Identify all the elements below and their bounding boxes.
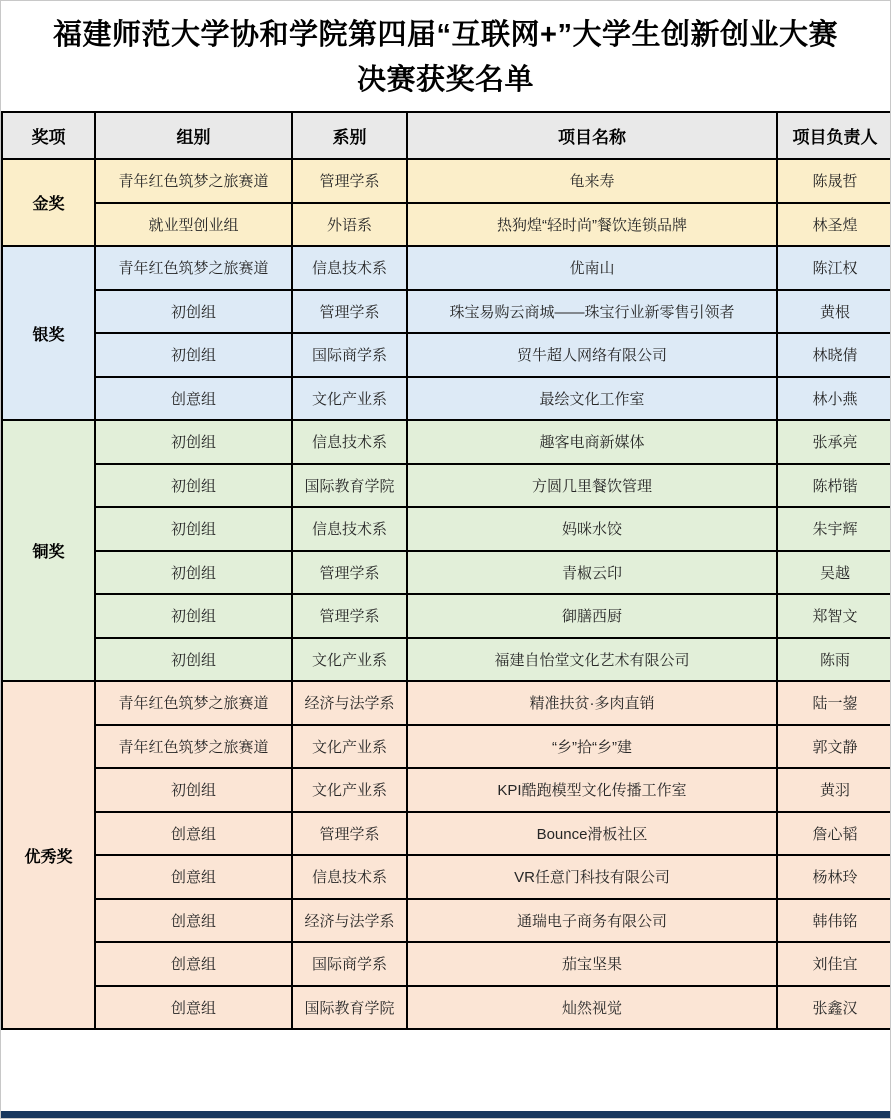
table-row xyxy=(2,159,891,203)
department-cell: 国际教育学院 xyxy=(292,986,407,1030)
department-cell: 信息技术系 xyxy=(292,855,407,899)
department-cell: 经济与法学系 xyxy=(292,681,407,725)
project-cell: 通瑞电子商务有限公司 xyxy=(407,899,777,943)
project-cell: 热狗煌“轻时尚”餐饮连锁品牌 xyxy=(407,203,777,247)
award-table-body xyxy=(2,159,891,1029)
project-cell: 妈咪水饺 xyxy=(407,507,777,551)
leader-cell: 陈江权 xyxy=(777,246,891,290)
group-cell: 青年红色筑梦之旅赛道 xyxy=(95,681,292,725)
group-cell: 初创组 xyxy=(95,638,292,682)
department-cell: 国际商学系 xyxy=(292,333,407,377)
leader-cell: 陈晟哲 xyxy=(777,159,891,203)
department-cell: 文化产业系 xyxy=(292,725,407,769)
page-title xyxy=(1,1,890,111)
project-cell: 优南山 xyxy=(407,246,777,290)
group-cell: 创意组 xyxy=(95,942,292,986)
project-cell: 青椒云印 xyxy=(407,551,777,595)
leader-cell: 张承亮 xyxy=(777,420,891,464)
project-cell: 福建自怡堂文化艺术有限公司 xyxy=(407,638,777,682)
department-cell: 文化产业系 xyxy=(292,638,407,682)
leader-cell: 吴越 xyxy=(777,551,891,595)
award-table xyxy=(1,111,891,1030)
leader-cell: 朱宇辉 xyxy=(777,507,891,551)
leader-cell: 陈栉锴 xyxy=(777,464,891,508)
table-row xyxy=(2,812,891,856)
table-row xyxy=(2,855,891,899)
table-row xyxy=(2,203,891,247)
page-title-line1: 福建师范大学协和学院第四届“互联网+”大学生创新创业大赛 xyxy=(53,19,838,51)
department-cell: 管理学系 xyxy=(292,594,407,638)
award-cell: 铜奖 xyxy=(2,420,95,681)
leader-cell: 林小燕 xyxy=(777,377,891,421)
award-cell: 银奖 xyxy=(2,246,95,420)
group-cell: 创意组 xyxy=(95,986,292,1030)
project-cell: 灿然视觉 xyxy=(407,986,777,1030)
award-cell: 优秀奖 xyxy=(2,681,95,1029)
table-row xyxy=(2,986,891,1030)
project-cell: “乡”拾“乡”建 xyxy=(407,725,777,769)
department-cell: 文化产业系 xyxy=(292,377,407,421)
group-cell: 初创组 xyxy=(95,594,292,638)
department-cell: 国际商学系 xyxy=(292,942,407,986)
department-cell: 管理学系 xyxy=(292,290,407,334)
leader-cell: 詹心韬 xyxy=(777,812,891,856)
group-cell: 创意组 xyxy=(95,899,292,943)
group-cell: 初创组 xyxy=(95,551,292,595)
project-cell: 珠宝易购云商城——珠宝行业新零售引领者 xyxy=(407,290,777,334)
project-cell: 贸牛超人网络有限公司 xyxy=(407,333,777,377)
project-cell: VR任意门科技有限公司 xyxy=(407,855,777,899)
project-cell: 龟来寿 xyxy=(407,159,777,203)
column-header: 项目负责人 xyxy=(777,112,891,159)
leader-cell: 陈雨 xyxy=(777,638,891,682)
header-row xyxy=(2,112,891,159)
project-cell: KPI酷跑模型文化传播工作室 xyxy=(407,768,777,812)
table-row xyxy=(2,594,891,638)
leader-cell: 郭文静 xyxy=(777,725,891,769)
department-cell: 管理学系 xyxy=(292,812,407,856)
column-header: 奖项 xyxy=(2,112,95,159)
leader-cell: 林晓倩 xyxy=(777,333,891,377)
group-cell: 初创组 xyxy=(95,507,292,551)
table-row xyxy=(2,507,891,551)
project-cell: 精准扶贫·多肉直销 xyxy=(407,681,777,725)
group-cell: 初创组 xyxy=(95,333,292,377)
table-row xyxy=(2,899,891,943)
project-cell: 方圆几里餐饮管理 xyxy=(407,464,777,508)
group-cell: 青年红色筑梦之旅赛道 xyxy=(95,246,292,290)
award-cell: 金奖 xyxy=(2,159,95,246)
project-cell: 御膳西厨 xyxy=(407,594,777,638)
table-row xyxy=(2,333,891,377)
table-row xyxy=(2,464,891,508)
project-cell: Bounce滑板社区 xyxy=(407,812,777,856)
leader-cell: 黄根 xyxy=(777,290,891,334)
leader-cell: 刘佳宜 xyxy=(777,942,891,986)
column-header: 系别 xyxy=(292,112,407,159)
leader-cell: 张鑫汉 xyxy=(777,986,891,1030)
table-row xyxy=(2,551,891,595)
column-header: 项目名称 xyxy=(407,112,777,159)
department-cell: 国际教育学院 xyxy=(292,464,407,508)
table-row xyxy=(2,420,891,464)
department-cell: 信息技术系 xyxy=(292,507,407,551)
leader-cell: 韩伟铭 xyxy=(777,899,891,943)
column-header: 组别 xyxy=(95,112,292,159)
leader-cell: 黄羽 xyxy=(777,768,891,812)
group-cell: 创意组 xyxy=(95,377,292,421)
leader-cell: 林圣煌 xyxy=(777,203,891,247)
department-cell: 信息技术系 xyxy=(292,246,407,290)
group-cell: 初创组 xyxy=(95,464,292,508)
group-cell: 初创组 xyxy=(95,290,292,334)
project-cell: 最绘文化工作室 xyxy=(407,377,777,421)
group-cell: 初创组 xyxy=(95,420,292,464)
project-cell: 茄宝坚果 xyxy=(407,942,777,986)
department-cell: 信息技术系 xyxy=(292,420,407,464)
department-cell: 经济与法学系 xyxy=(292,899,407,943)
table-row xyxy=(2,246,891,290)
department-cell: 管理学系 xyxy=(292,551,407,595)
group-cell: 青年红色筑梦之旅赛道 xyxy=(95,725,292,769)
group-cell: 就业型创业组 xyxy=(95,203,292,247)
table-row xyxy=(2,768,891,812)
table-row xyxy=(2,638,891,682)
group-cell: 创意组 xyxy=(95,855,292,899)
table-row xyxy=(2,377,891,421)
group-cell: 青年红色筑梦之旅赛道 xyxy=(95,159,292,203)
group-cell: 创意组 xyxy=(95,812,292,856)
leader-cell: 陆一鋆 xyxy=(777,681,891,725)
table-row xyxy=(2,290,891,334)
table-row xyxy=(2,725,891,769)
leader-cell: 郑智文 xyxy=(777,594,891,638)
bottom-edge-bar xyxy=(1,1111,890,1118)
department-cell: 文化产业系 xyxy=(292,768,407,812)
table-row xyxy=(2,681,891,725)
table-row xyxy=(2,942,891,986)
group-cell: 初创组 xyxy=(95,768,292,812)
department-cell: 外语系 xyxy=(292,203,407,247)
page-title-line2: 决赛获奖名单 xyxy=(356,64,534,96)
department-cell: 管理学系 xyxy=(292,159,407,203)
project-cell: 趣客电商新媒体 xyxy=(407,420,777,464)
leader-cell: 杨林玲 xyxy=(777,855,891,899)
